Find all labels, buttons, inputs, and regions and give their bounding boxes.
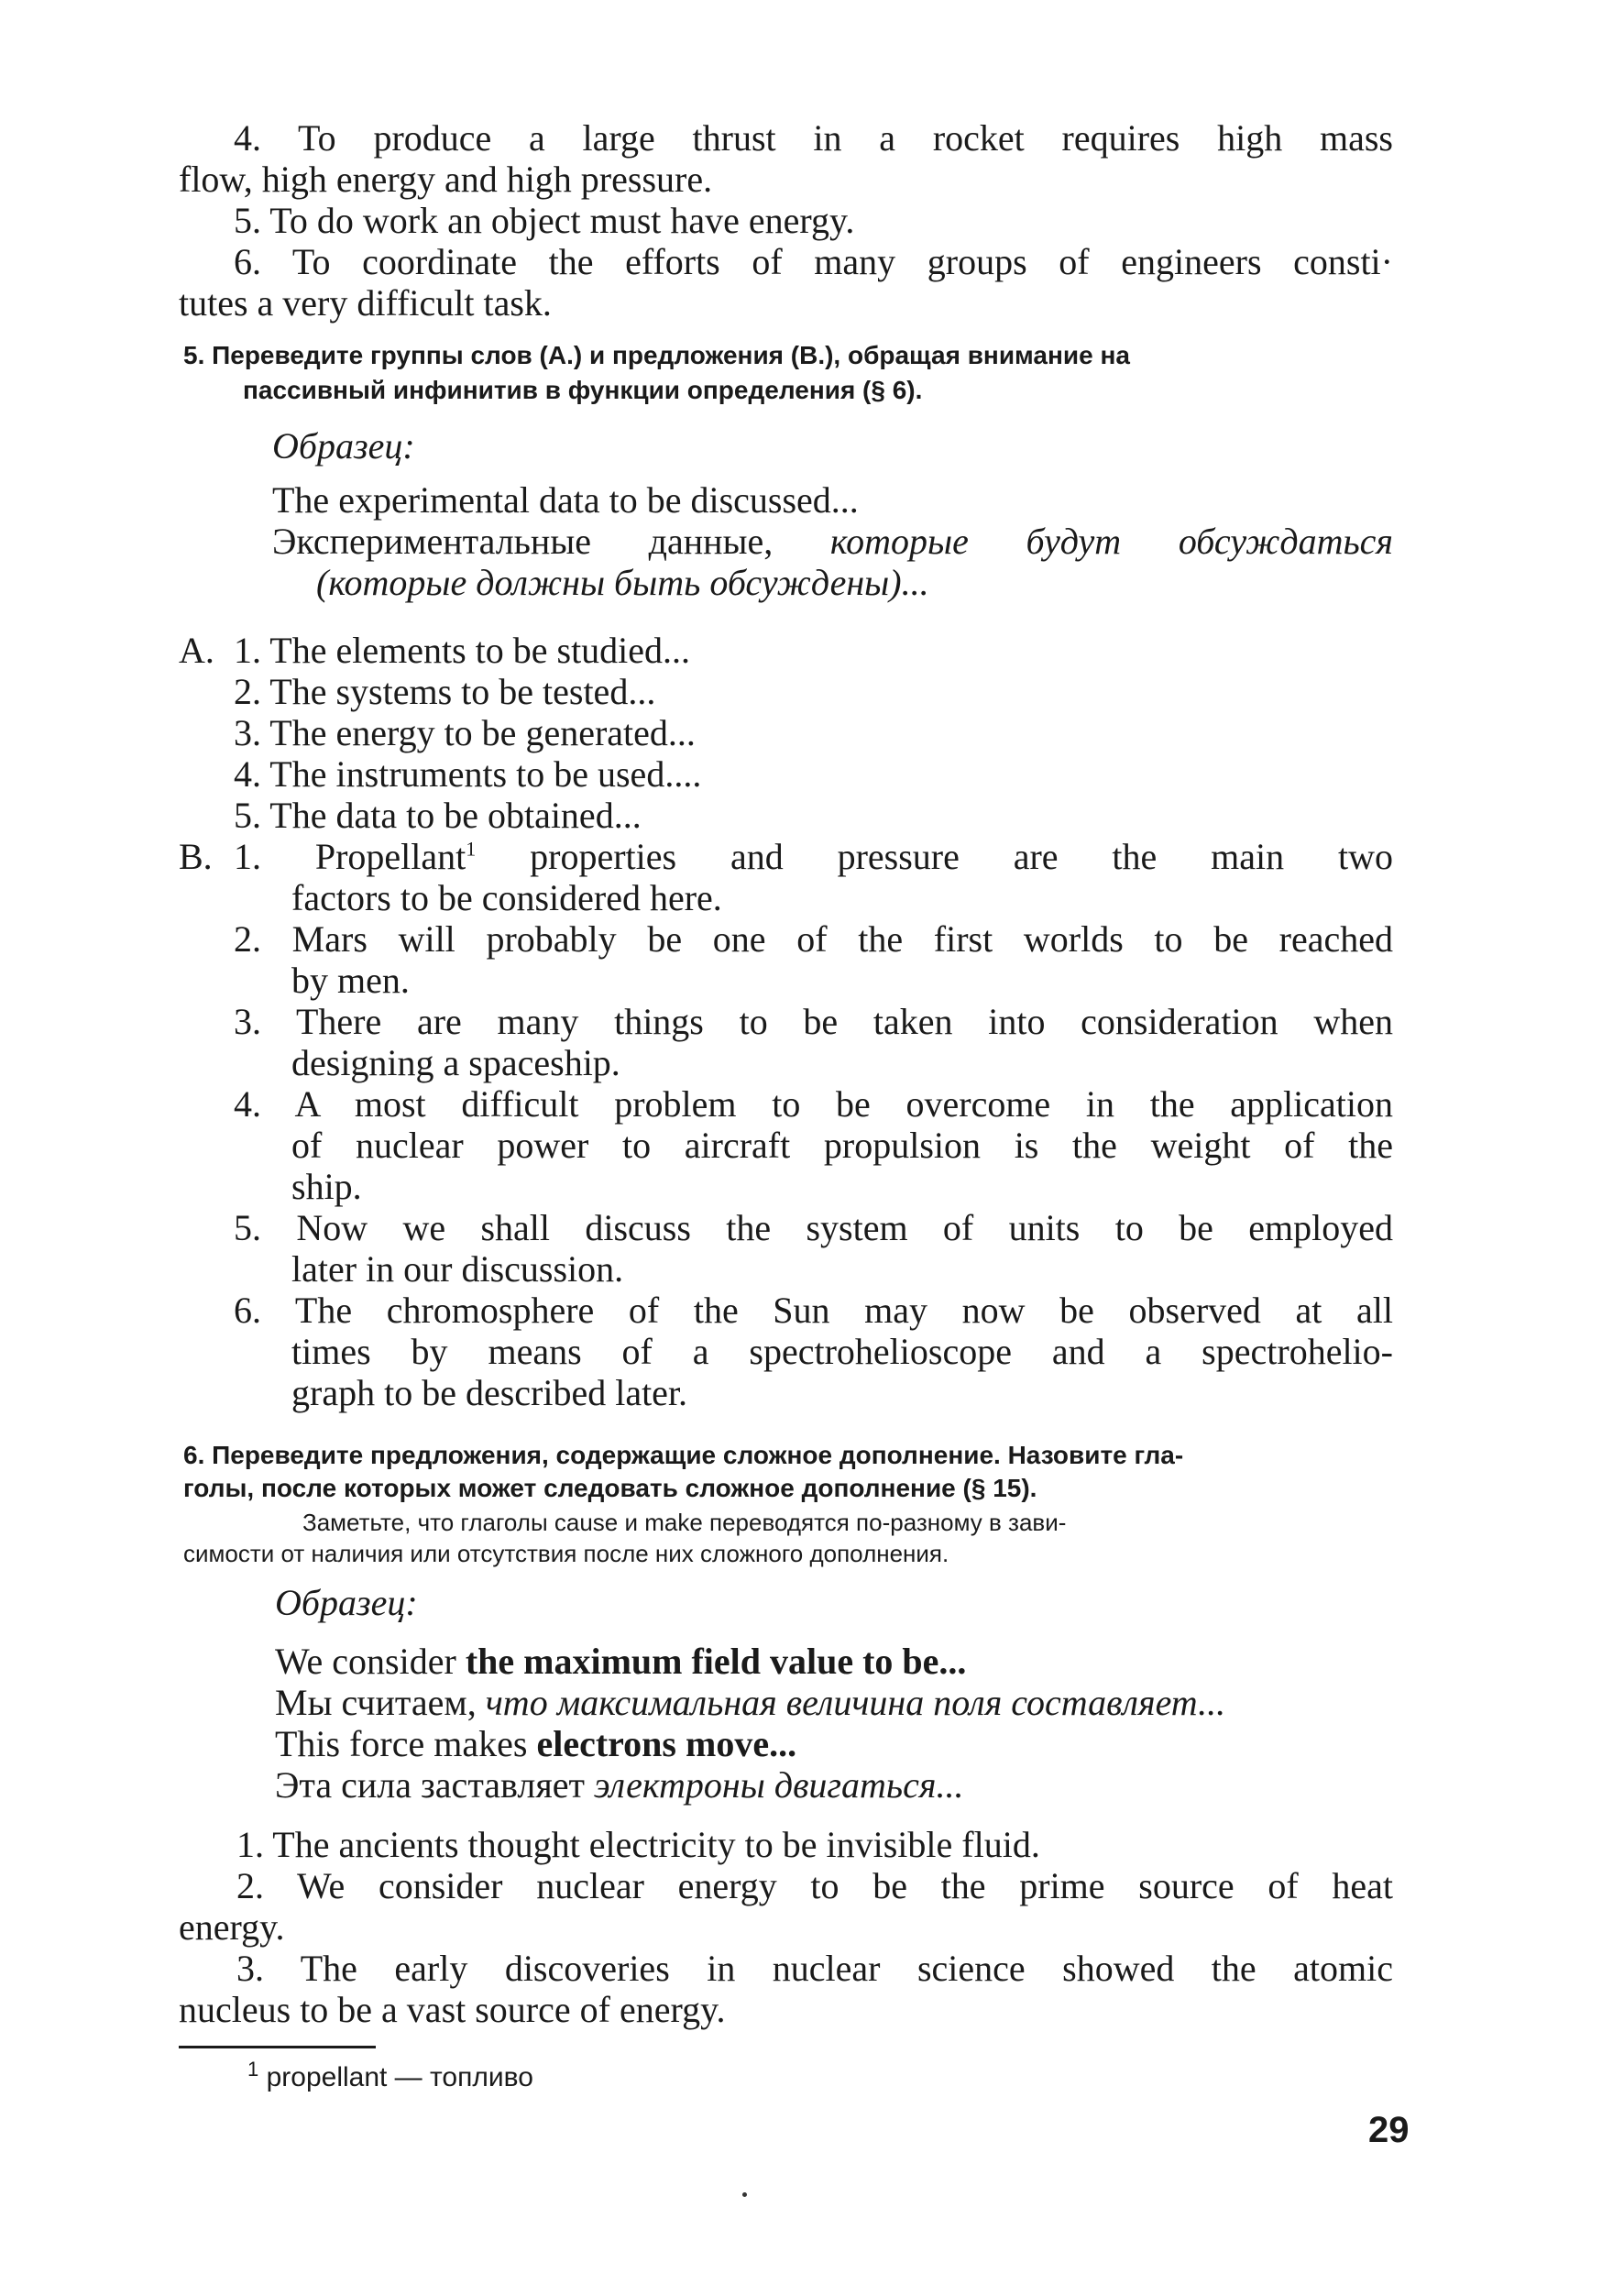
sentence-4-line-1: 4. To produce a large thrust in a rocket requires high mass [234,117,1393,159]
group-b-item-4-line-3: ship. [291,1166,362,1207]
exercise-6-sample-label: Образец: [275,1582,418,1623]
group-a-item-1: 1. The elements to be studied... [234,630,691,671]
group-a-item-4: 4. The instruments to be used.... [234,753,702,795]
group-b-item-3-line-2: designing a spaceship. [291,1042,620,1083]
sample-4-italic: электроны двигаться... [594,1764,964,1806]
sample-3-bold: electrons move... [536,1723,797,1764]
exercise-6-sample-3 [275,1723,796,1764]
sample-4-plain: Эта сила заставляет [275,1764,594,1806]
exercise-6-item-1: 1. The ancients thought electricity to be invisible fluid. [236,1824,1040,1865]
exercise-5-sample-label: Образец: [272,425,415,467]
group-b-item-5-line-1: 5. Now we shall discuss the system of units to be employed [234,1207,1393,1248]
exercise-6-sample-4 [275,1764,963,1806]
sample-3-plain: This force makes [275,1723,537,1764]
exercise-5-sample-russian-line-2: (которые должны быть обсуждены)... [316,562,929,603]
group-b-item-6-line-1: 6. The chromosphere of the Sun may now be observed at all [234,1290,1393,1331]
sample-2-plain: Мы считаем, [275,1682,486,1723]
sentence-5: 5. To do work an object must have energy. [234,200,855,241]
sample-1-bold: the maximum field value to be... [465,1641,967,1682]
sample-1-plain: We consider [275,1641,466,1682]
exercise-6-note-line-2: симости от наличия или отсутствия после них сложного дополнения. [183,1540,949,1567]
exercise-5-sample-english [272,479,859,521]
group-b-item-2-line-2: by men. [291,960,410,1001]
propellant-word: 1. Propellant [234,836,466,877]
group-a-letter: A. [179,630,214,671]
exercise-6-sample-2 [275,1682,1225,1723]
group-b-item-3-line-1: 3. There are many things to be taken into consideration when [234,1001,1393,1042]
sample-2-italic: что максимальная величина поля составляет... [485,1682,1226,1723]
group-b-item-5-line-2: later in our discussion. [291,1248,624,1290]
page-number: 29 [1368,2110,1410,2150]
exercise-5-heading-line-2: пассивный инфинитив в функции определения (§ 6). [243,376,923,404]
exercise-6-item-3-line-1: 3. The early discoveries in nuclear science showed the atomic [236,1948,1393,1989]
exercise-6-item-3-line-2: nucleus to be a vast source of energy. [179,1989,726,2030]
footnote-rule [179,2046,376,2048]
group-b-item-4-line-2: of nuclear power to aircraft propulsion is the weight of the [291,1125,1393,1166]
exercise-6-item-2-line-2: energy. [179,1906,285,1948]
exercise-5-sample-russian-line-1 [272,521,1393,562]
sample-russian-plain: Экспериментальные данные, [272,521,830,562]
sample-russian-italic: которые будут обсуждаться [829,521,1394,562]
group-b-item-6-line-2: times by means of a spectroheliosсope and a spectrohelio- [291,1331,1393,1372]
group-a-item-2: 2. The systems to be tested... [234,671,656,712]
exercise-6-sample-1 [275,1641,966,1682]
footnote-text: propellant — топливо [258,2062,533,2092]
exercise-6-note-line-1: Заметьте, что глаголы cause и make переводятся по-разному в зави- [302,1509,1067,1536]
speck [742,2192,747,2197]
exercise-5-heading-line-1: 5. Переведите группы слов (А.) и предложения (В.), обращая внимание на [183,341,1130,369]
group-b-item-4-line-1: 4. A most difficult problem to be overcome in the application [234,1083,1393,1125]
group-b-item-2-line-1: 2. Mars will probably be one of the first worlds to be reached [234,918,1393,960]
group-b-item-6-line-3: graph to be described later. [291,1372,688,1413]
sample-english-text: The experimental data to be discussed... [272,479,859,521]
footnote [247,2058,533,2092]
exercise-6-heading-line-1: 6. Переведите предложения, содержащие сложное дополнение. Назовите гла- [183,1441,1184,1469]
exercise-6-item-2-line-1: 2. We consider nuclear energy to be the prime source of heat [236,1865,1393,1906]
group-a-item-3: 3. The energy to be generated... [234,712,696,753]
sentence-6-line-2: tutes a very difficult task. [179,282,552,324]
sentence-4-line-2: flow, high energy and high pressure. [179,159,713,200]
sentence-6-line-1: 6. To coordinate the efforts of many groups of engineers consti· [234,241,1393,282]
group-a-item-5: 5. The data to be obtained... [234,795,642,836]
footnote-ref: 1 [466,837,477,861]
exercise-6-heading-line-2: голы, после которых может следовать сложное дополнение (§ 15). [183,1474,1037,1502]
group-b-item-1-line-2: factors to be considered here. [291,877,722,918]
group-b-item-1-line-1 [234,836,1393,877]
b1-rest: properties and pressure are the main two [476,836,1393,877]
group-b-letter: B. [179,836,213,877]
footnote-mark: 1 [247,2058,259,2081]
